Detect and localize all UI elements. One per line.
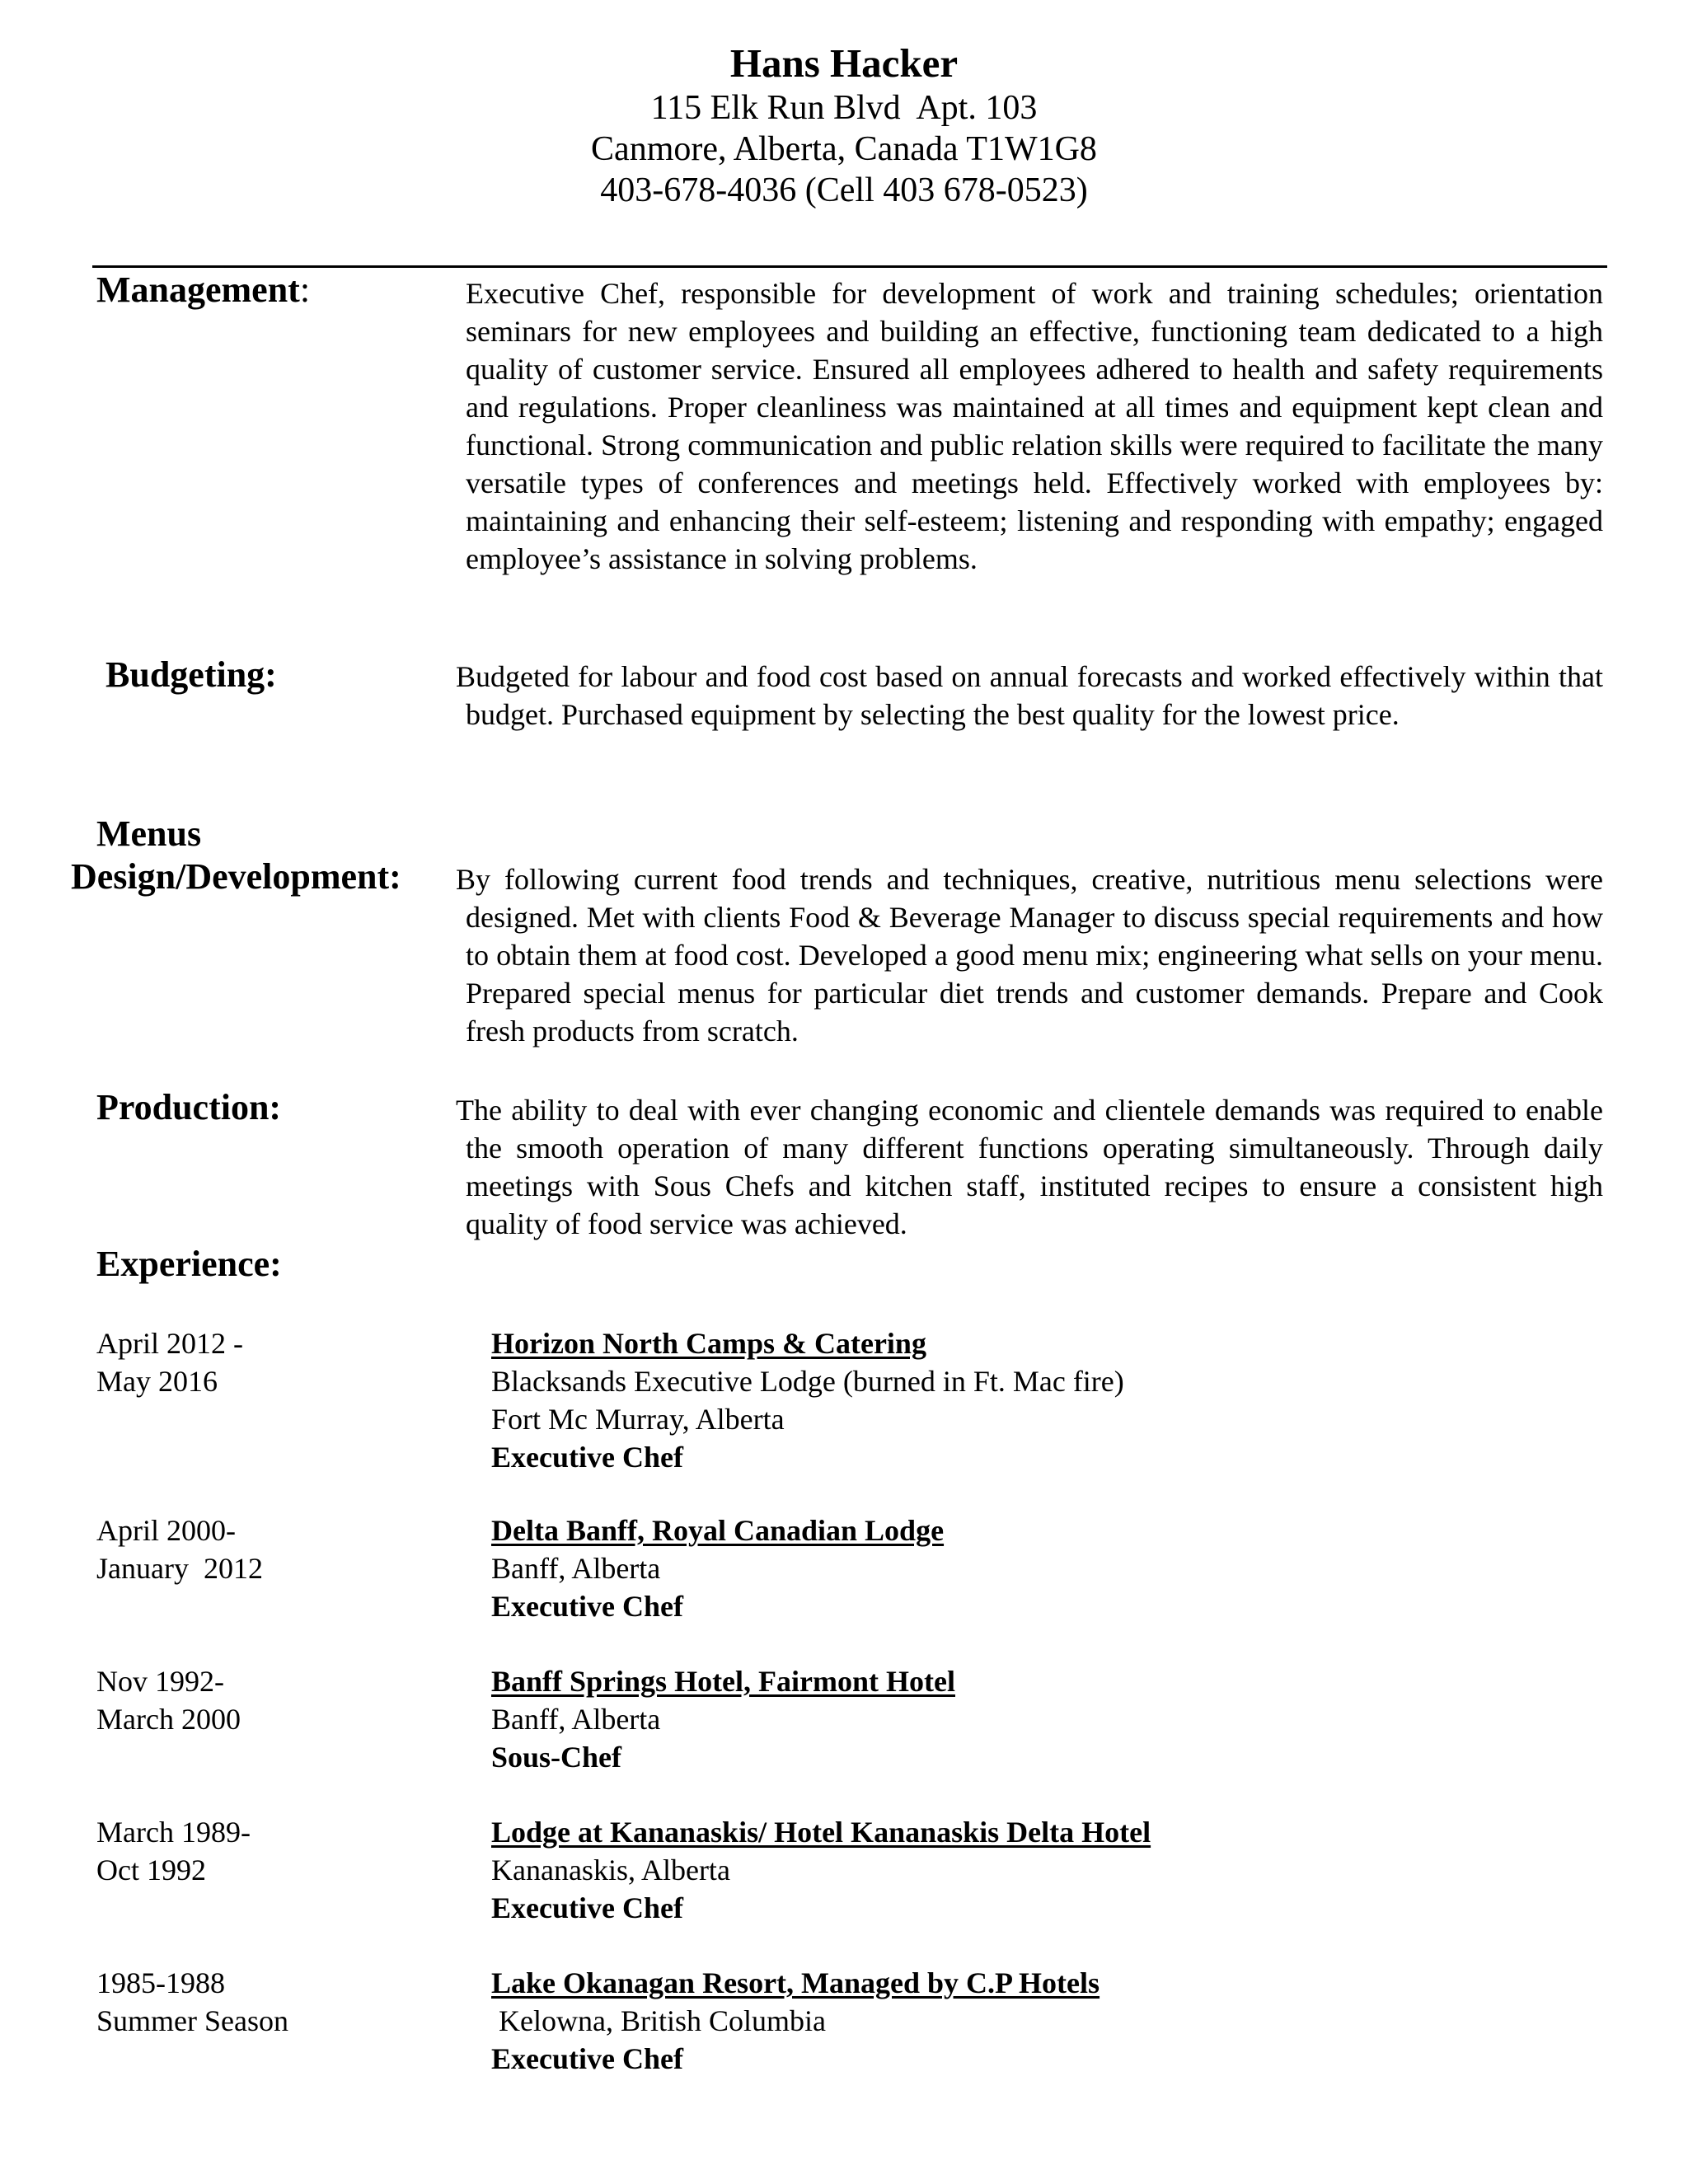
management-text: Executive Chef, responsible for development of work and training schedules; orientation seminars for new employees and building an effective, functioning team dedicated to a high quality of customer service. Ensured all employees adhered to health and safety requirements and regulations. Proper cleanliness was maintained at all times and equipment kept clean and functional. Strong communication and public relation skills were required to facilitate the many versatile types of conferences and meetings held. Effectively worked with employees by: maintaining and enhancing their self-esteem; listening and responding with empathy; engaged employee’s assistance in solving problems. <box>466 277 1603 575</box>
job-dates-start: April 2012 - <box>96 1327 243 1360</box>
phone-numbers: 403-678-4036 (Cell 403 678-0523) <box>600 171 1088 209</box>
management-label-text: Management <box>96 269 300 310</box>
job-dates-start: Nov 1992- <box>96 1665 224 1698</box>
menus-text-content: By following current food trends and techniques, creative, nutritious menu selections were designed. Met with clients Food & Beverage Manager to discuss special requirements and how to obtain them at food cost. Developed a good menu mix; engineering what sells on your menu. Prepared special menus for particular diet trends and customer demands. Prepare and Cook fresh products from scratch. <box>456 863 1603 1047</box>
budgeting-label: Budgeting: <box>106 654 277 695</box>
job-title: Sous-Chef <box>491 1741 622 1774</box>
management-label <box>96 269 310 312</box>
address-line-1: 115 Elk Run Blvd Apt. 103 <box>650 89 1038 127</box>
job-company: Lodge at Kananaskis/ Hotel Kananaskis Delta Hotel <box>491 1816 1151 1849</box>
address-line-2: Canmore, Alberta, Canada T1W1G8 <box>591 130 1097 168</box>
menus-label-line-1: Menus <box>96 813 202 854</box>
job-dates <box>96 1964 459 2040</box>
job-info <box>491 1813 1629 1927</box>
job-title: Executive Chef <box>491 1590 683 1623</box>
job-dates-end: Summer Season <box>96 2004 288 2037</box>
job-company: Delta Banff, Royal Canadian Lodge <box>491 1514 945 1547</box>
job-detail: Banff, Alberta <box>491 1703 661 1736</box>
management-label-colon: : <box>299 269 311 310</box>
job-dates-start: March 1989- <box>96 1816 251 1849</box>
job-detail: Kelowna, British Columbia <box>491 2004 826 2037</box>
resume-header <box>0 40 1688 211</box>
candidate-name: Hans Hacker <box>729 40 959 86</box>
menus-label-line-2: Design/Development: <box>71 856 401 897</box>
production-text <box>456 1091 1603 1243</box>
job-detail: Kananaskis, Alberta <box>491 1854 730 1886</box>
job-dates <box>96 1813 459 1889</box>
job-company: Banff Springs Hotel, Fairmont Hotel <box>491 1665 955 1698</box>
budgeting-text-content: Budgeted for labour and food cost based on annual forecasts and worked effectively within that budget. Purchased equipment by selecting the best quality for the lowest price. <box>456 660 1603 731</box>
job-title: Executive Chef <box>491 1891 683 1924</box>
experience-label: Experience: <box>96 1244 282 1284</box>
job-info <box>491 1964 1629 2078</box>
production-label: Production: <box>96 1087 282 1127</box>
menus-text <box>456 860 1603 1050</box>
job-dates <box>96 1324 459 1400</box>
job-dates-end: March 2000 <box>96 1703 241 1736</box>
header-divider <box>92 265 1607 268</box>
job-info <box>491 1324 1629 1476</box>
job-dates-end: January 2012 <box>96 1552 263 1585</box>
job-dates-end: Oct 1992 <box>96 1854 206 1886</box>
job-company: Horizon North Camps & Catering <box>491 1327 926 1360</box>
job-info <box>491 1662 1629 1776</box>
job-info <box>491 1511 1629 1625</box>
budgeting-text <box>456 658 1603 733</box>
job-dates-start: 1985-1988 <box>96 1966 225 1999</box>
job-dates-end: May 2016 <box>96 1365 218 1398</box>
job-dates <box>96 1662 459 1738</box>
job-dates <box>96 1511 459 1587</box>
production-text-content: The ability to deal with ever changing economic and clientele demands was required to enable the smooth operation of many different functions operating simultaneously. Through daily meetings with Sous Chefs and kitchen staff, instituted recipes to ensure a consistent high quality of food service was achieved. <box>456 1094 1603 1240</box>
job-detail: Fort Mc Murray, Alberta <box>491 1403 785 1436</box>
job-detail: Blacksands Executive Lodge (burned in Ft. Mac fire) <box>491 1365 1124 1398</box>
job-dates-start: April 2000- <box>96 1514 236 1547</box>
job-detail: Banff, Alberta <box>491 1552 661 1585</box>
job-title: Executive Chef <box>491 2042 683 2075</box>
job-title: Executive Chef <box>491 1441 683 1474</box>
job-company: Lake Okanagan Resort, Managed by C.P Hotels <box>491 1966 1100 1999</box>
